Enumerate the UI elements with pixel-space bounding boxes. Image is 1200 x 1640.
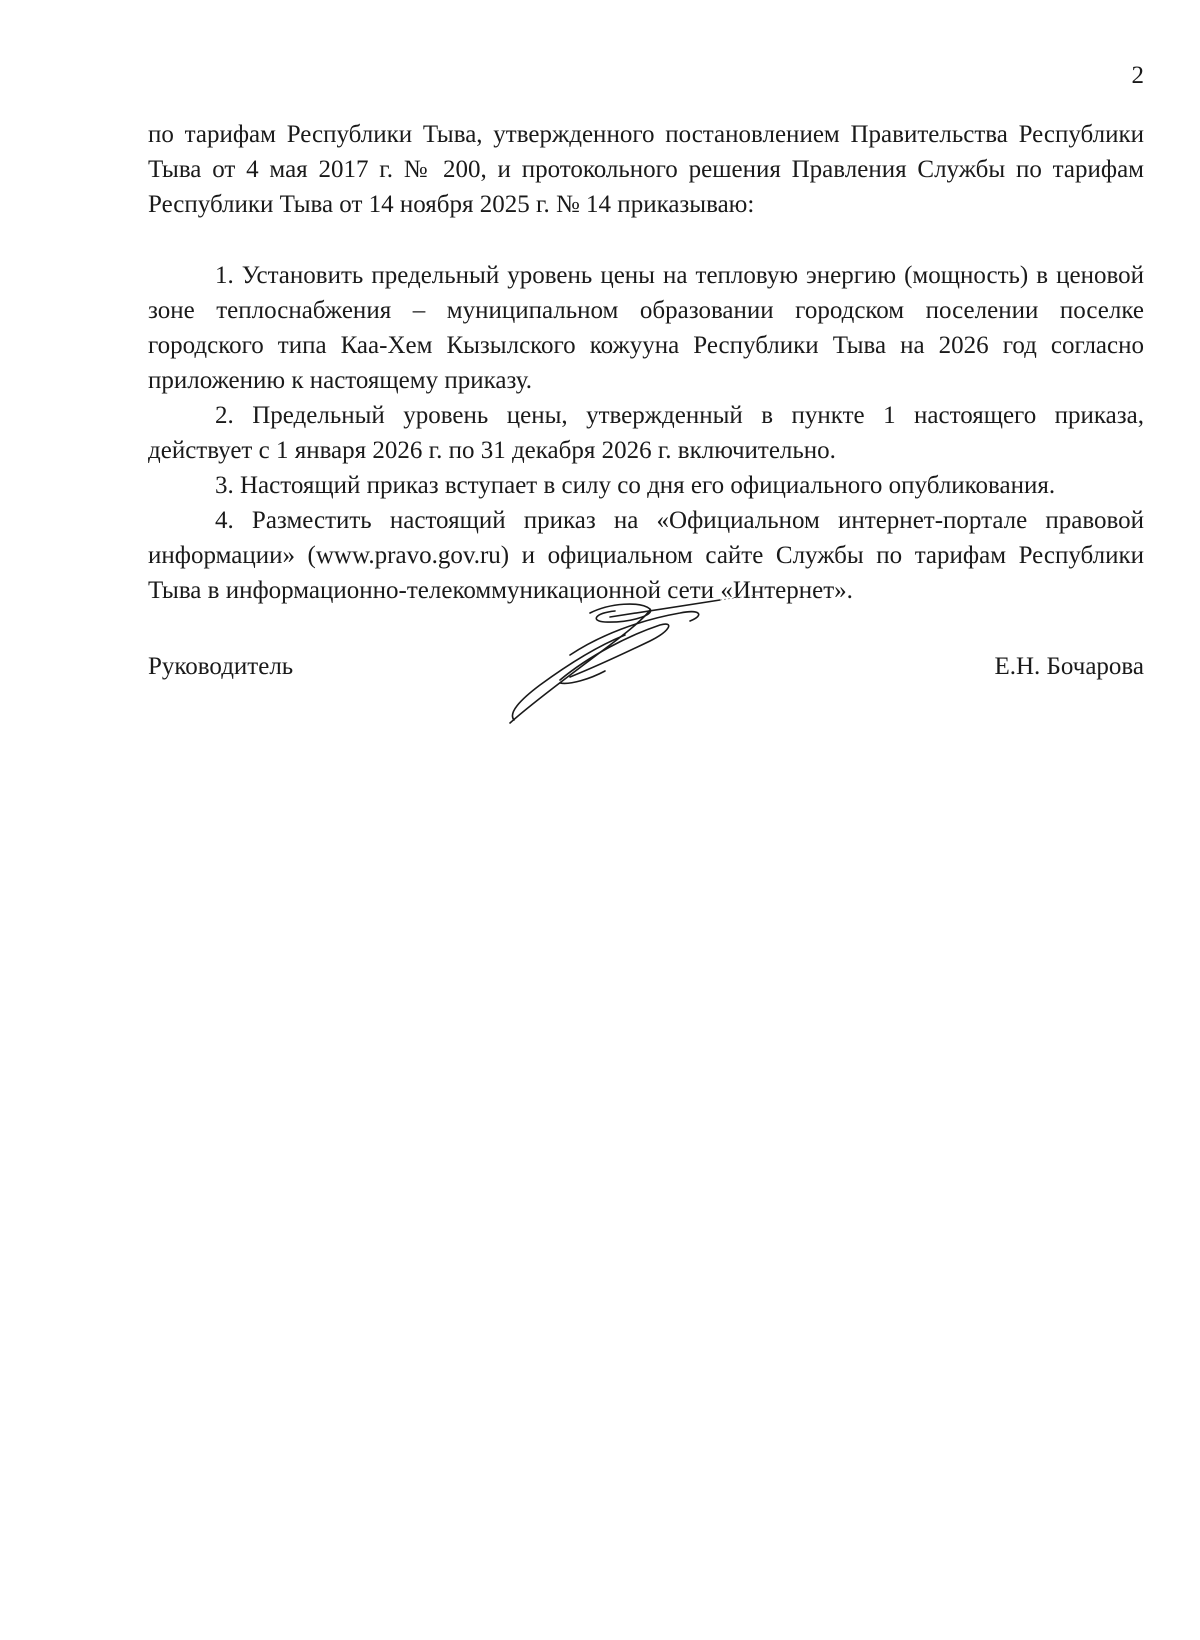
document-body	[148, 117, 1144, 608]
page-number: 2	[1131, 62, 1144, 89]
clause-2-paragraph: 2. Предельный уровень цены, утвержденный в пункте 1 настоящего приказа, действует с 1 января 2026 г. по 31 декабря 2026 г. включительно.	[148, 402, 1144, 464]
clause-1-paragraph: 1. Установить предельный уровень цены на тепловую энергию (мощность) в ценовой зоне теплоснабжения – муниципальном образовании городском поселении поселке городского типа Каа-Хем Кызылского кожууна Республики Тыва на 2026 год согласно приложению к настоящему приказу.	[148, 262, 1144, 394]
intro-paragraph: по тарифам Республики Тыва, утвержденного постановлением Правительства Республики Тыва от 4 мая 2017 г. № 200, и протокольного решения Правления Службы по тарифам Республики Тыва от 14 ноября 2025 г. № 14 приказываю:	[148, 121, 1144, 218]
clause-4-paragraph: 4. Разместить настоящий приказ на «Официальном интернет-портале правовой информации» (www.pravo.gov.ru) и официальном сайте Службы по тарифам Республики Тыва в информационно-телекоммуникационной сети «Интернет».	[148, 507, 1144, 604]
signatory-title: Руководитель	[148, 653, 294, 680]
handwritten-signature	[500, 595, 800, 735]
signatory-name: Е.Н. Бочарова	[994, 653, 1144, 680]
clause-3-paragraph: 3. Настоящий приказ вступает в силу со дня его официального опубликования.	[215, 472, 1056, 499]
